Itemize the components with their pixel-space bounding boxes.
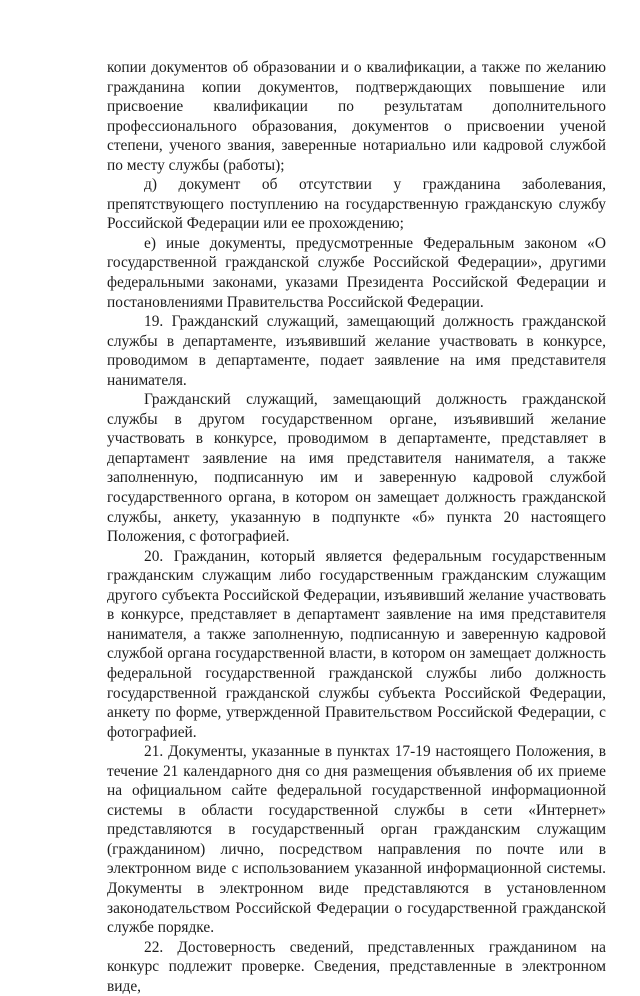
paragraph-item-d: д) документ об отсутствии у гражданина заболевания, препятствующего поступлению на государственную гражданскую службу Российской Федерации или ее прохождению; <box>107 176 606 233</box>
paragraph-education-documents: копии документов об образовании и о квалификации, а также по желанию гражданина копии документов, подтверждающих повышение или присвоение квалификации по результатам дополнительного профессионального образования, документов о присвоении ученой степени, ученого звания, заверенные нотариально или кадровой службой по месту службы (работы); <box>107 59 606 174</box>
document-body <box>107 58 606 996</box>
paragraph-item-e: е) иные документы, предусмотренные Федеральным законом «О государственной гражданской службе Российской Федерации», другими федеральными законами, указами Президента Российской Федерации и постановлениями Правительства Российской Федерации. <box>107 234 606 311</box>
paragraph-22: 22. Достоверность сведений, представленных гражданином на конкурс подлежит проверке. Сведения, представленные в электронном виде, <box>107 938 606 995</box>
paragraph-19: 19. Гражданский служащий, замещающий должность гражданской службы в департаменте, изъявивший желание участвовать в конкурсе, проводимом в департаменте, подает заявление на имя представителя нанимателя. <box>107 313 606 389</box>
paragraph-19-continued: Гражданский служащий, замещающий должность гражданской службы в другом государственном органе, изъявивший желание участвовать в конкурсе, проводимом в департаменте, представляет в департамент заявление на имя представителя нанимателя, а также заполненную, подписанную им и заверенную кадровой службой государственного органа, в котором он замещает должность гражданской службы, анкету, указанную в подпункте «б» пункта 20 настоящего Положения, с фотографией. <box>107 391 606 546</box>
paragraph-21: 21. Документы, указанные в пунктах 17-19 настоящего Положения, в течение 21 календарного дня со дня размещения объявления об их приеме на официальном сайте федеральной государственной информационной системы в области государственной службы в сети «Интернет» представляются в государственный орган гражданским служащим (гражданином) лично, посредством направления по почте или в электронном виде с использованием указанной информационной системы. Документы в электронном виде представляются в установленном законодательством Российской Федерации о государственной гражданской службе порядке. <box>107 743 606 937</box>
paragraph-20: 20. Гражданин, который является федеральным государственным гражданским служащим либо государственным гражданским служащим другого субъекта Российской Федерации, изъявивший желание участвовать в конкурсе, представляет в департамент заявление на имя представителя нанимателя, а также заполненную, подписанную и заверенную кадровой службой органа государственной власти, в котором он замещает должность федеральной государственной гражданской службы либо должность государственной гражданской службы субъекта Российской Федерации, анкету по форме, утвержденной Правительством Российской Федерации, с фотографией. <box>107 547 606 741</box>
